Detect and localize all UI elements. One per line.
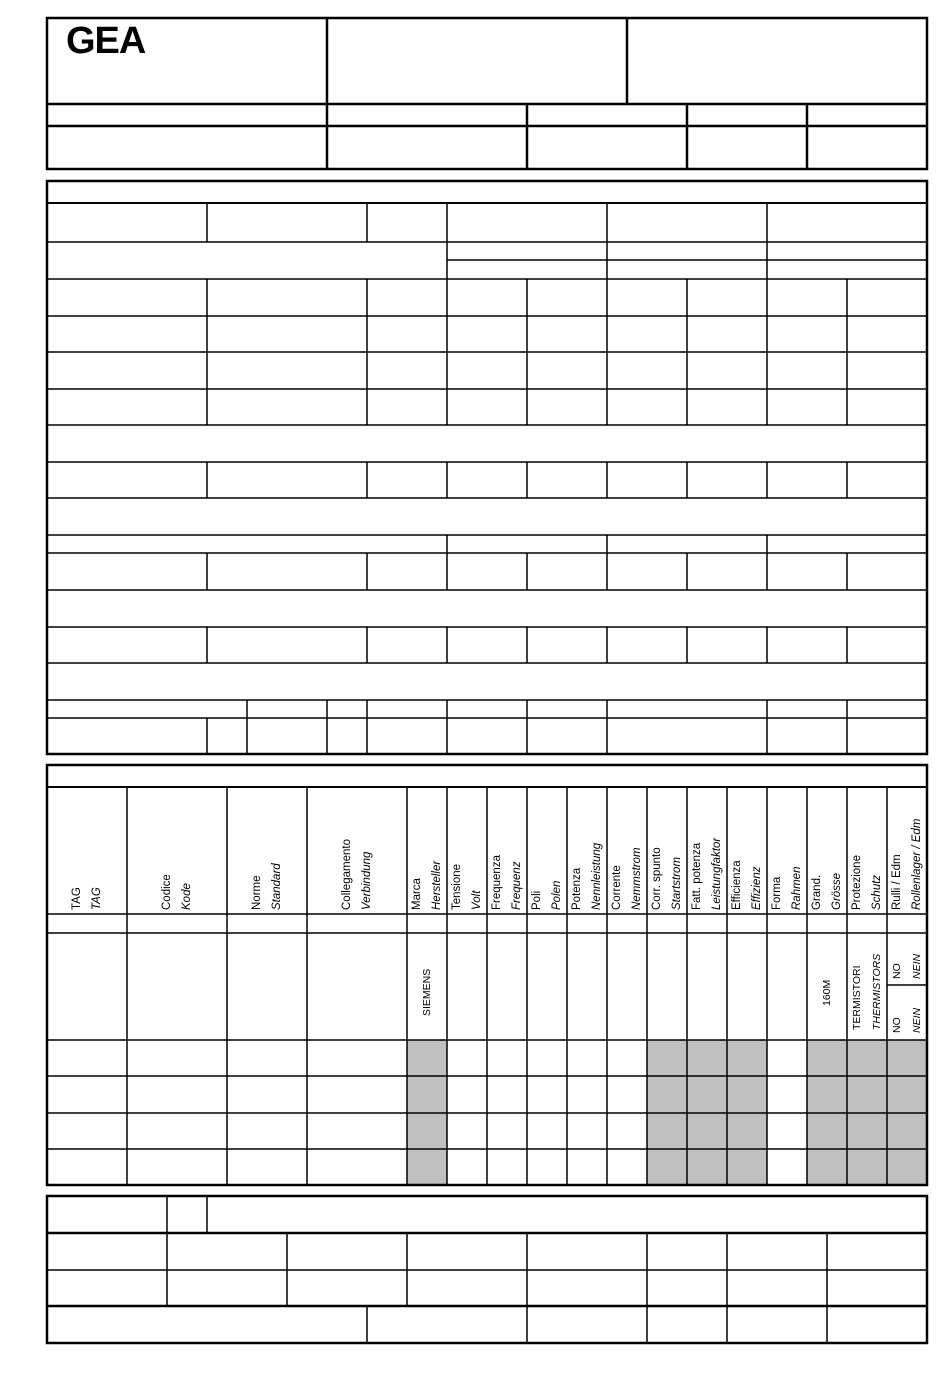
column-header-label: Poli bbox=[531, 890, 543, 910]
column-header-translation: TAG bbox=[91, 887, 103, 910]
column-header-translation: Volt bbox=[471, 890, 483, 910]
column-header-translation: Grösse bbox=[831, 872, 843, 910]
column-header-9 bbox=[607, 847, 647, 910]
column-header-translation: Nennleistung bbox=[591, 842, 603, 910]
column-header-label: Collegamento bbox=[341, 839, 353, 910]
column-header-translation: Nemmstrom bbox=[631, 847, 643, 910]
column-header-11 bbox=[687, 838, 727, 910]
column-header-7 bbox=[527, 881, 567, 910]
column-header-translation: Rollenlager / Edm bbox=[911, 818, 923, 910]
column-header-label: Marca bbox=[411, 878, 423, 910]
column-header-label: Corrente bbox=[611, 865, 623, 910]
datasheet-frame bbox=[47, 181, 927, 754]
column-header-label: Efficienza bbox=[731, 860, 743, 910]
column-header-label: Fatt. potenza bbox=[691, 842, 703, 910]
column-header-translation: Effizienz bbox=[751, 866, 763, 910]
column-header-label: Protezione bbox=[851, 855, 863, 910]
column-header-label: Codice bbox=[161, 874, 173, 910]
column-header-label: Potenza bbox=[571, 867, 583, 910]
column-header-15 bbox=[847, 855, 887, 910]
column-header-label: Rulli / Edm bbox=[891, 854, 903, 910]
column-header-3 bbox=[337, 839, 377, 910]
column-header-label: Forma bbox=[771, 876, 783, 910]
column-header-label: Corr. spunto bbox=[651, 847, 663, 910]
column-header-12 bbox=[727, 860, 767, 910]
protection-value: TERMISTORI THERMISTORS bbox=[851, 953, 883, 1030]
size-value: 160M bbox=[821, 979, 833, 1006]
column-header-translation: Standard bbox=[271, 863, 283, 910]
column-header-translation: Verbindung bbox=[361, 851, 373, 910]
column-header-translation: Leistungfaktor bbox=[711, 837, 723, 910]
column-header-translation: Schutz bbox=[871, 874, 883, 910]
column-header-6 bbox=[487, 855, 527, 910]
brand-value: SIEMENS bbox=[421, 968, 433, 1016]
column-header-10 bbox=[647, 847, 687, 910]
column-header-13 bbox=[767, 867, 807, 910]
column-header-1 bbox=[157, 874, 197, 910]
column-header-8 bbox=[567, 843, 607, 910]
column-header-label: TAG bbox=[71, 887, 83, 910]
column-header-0 bbox=[67, 887, 107, 910]
column-header-2 bbox=[247, 863, 287, 910]
column-header-label: Grand. bbox=[811, 874, 823, 910]
column-header-label: Frequenza bbox=[491, 855, 503, 910]
column-header-translation: Kode bbox=[181, 883, 193, 910]
column-header-16 bbox=[887, 819, 927, 910]
column-header-translation: Startstrom bbox=[671, 856, 683, 910]
column-header-label: Tensione bbox=[451, 863, 463, 910]
column-header-14 bbox=[807, 873, 847, 910]
column-header-translation: Hersteller bbox=[431, 860, 443, 910]
bearing-value-a: NO NEIN bbox=[891, 953, 923, 979]
bearing-value-b: NO NEIN bbox=[891, 1007, 923, 1033]
title-block-frame bbox=[47, 18, 927, 169]
column-header-translation: Frequenz bbox=[511, 861, 523, 910]
column-header-translation: Polen bbox=[551, 880, 563, 910]
column-header-5 bbox=[447, 864, 487, 910]
column-header-translation: Rahmen bbox=[791, 866, 803, 910]
gea-logo: GEA bbox=[66, 20, 146, 62]
column-header-4 bbox=[407, 861, 447, 910]
column-header-label: Norme bbox=[251, 875, 263, 910]
